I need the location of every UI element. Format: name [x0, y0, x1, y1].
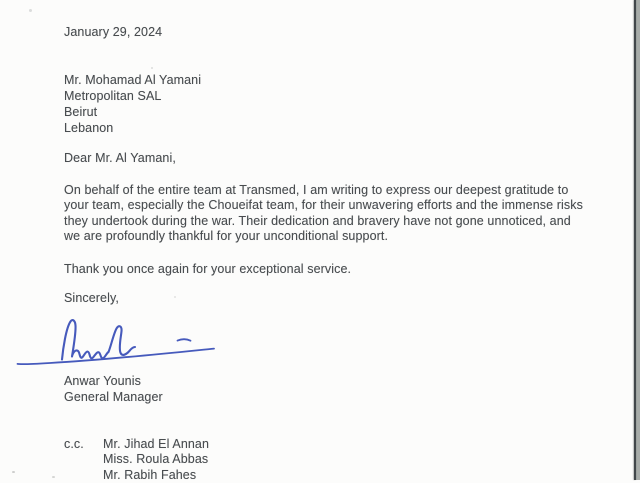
signature-dash-stroke — [178, 339, 191, 340]
cc-label: c.c. — [64, 437, 84, 451]
recipient-company: Metropolitan SAL — [64, 89, 162, 103]
scan-speck — [52, 476, 55, 478]
cc-names-list — [103, 437, 209, 483]
body-line: we are profoundly thankful for your unconditional support. — [64, 229, 389, 244]
closing-line: Thank you once again for your exceptional service. — [64, 262, 352, 276]
salutation: Dear Mr. Al Yamani, — [64, 151, 176, 165]
signature-underline-stroke — [18, 349, 215, 365]
scan-speck — [174, 296, 176, 298]
body-line: they undertook during the war. Their dedication and bravery have not gone unnoticed, and — [64, 213, 571, 228]
signer-title: General Manager — [64, 389, 163, 404]
body-line: On behalf of the entire team at Transmed, I am writing to express our deepest gratitude to — [64, 183, 569, 197]
signature-name-stroke — [62, 320, 135, 359]
scan-speck — [29, 9, 32, 12]
letter-date: January 29, 2024 — [64, 25, 163, 39]
cc-block — [64, 437, 209, 483]
recipient-name: Mr. Mohamad Al Yamani — [64, 73, 202, 87]
handwritten-signature — [10, 306, 260, 376]
valediction: Sincerely, — [64, 291, 119, 305]
scan-speck — [12, 471, 15, 473]
recipient-address-block — [64, 72, 201, 136]
cc-name: Mr. Rabih Fahes — [103, 467, 197, 482]
scan-speck — [151, 67, 153, 69]
body-paragraph — [64, 183, 583, 245]
cc-name: Mr. Jihad El Annan — [103, 437, 210, 451]
signer-block — [64, 374, 163, 405]
recipient-city: Beirut — [64, 105, 98, 119]
scanner-edge-line — [634, 0, 637, 480]
recipient-country: Lebanon — [64, 121, 114, 135]
signer-name: Anwar Younis — [64, 374, 141, 388]
signature-ink-strokes — [18, 320, 215, 364]
body-line: your team, especially the Choueifat team, for their unwavering efforts and the immense risks — [64, 198, 583, 213]
cc-name: Miss. Roula Abbas — [103, 452, 209, 467]
